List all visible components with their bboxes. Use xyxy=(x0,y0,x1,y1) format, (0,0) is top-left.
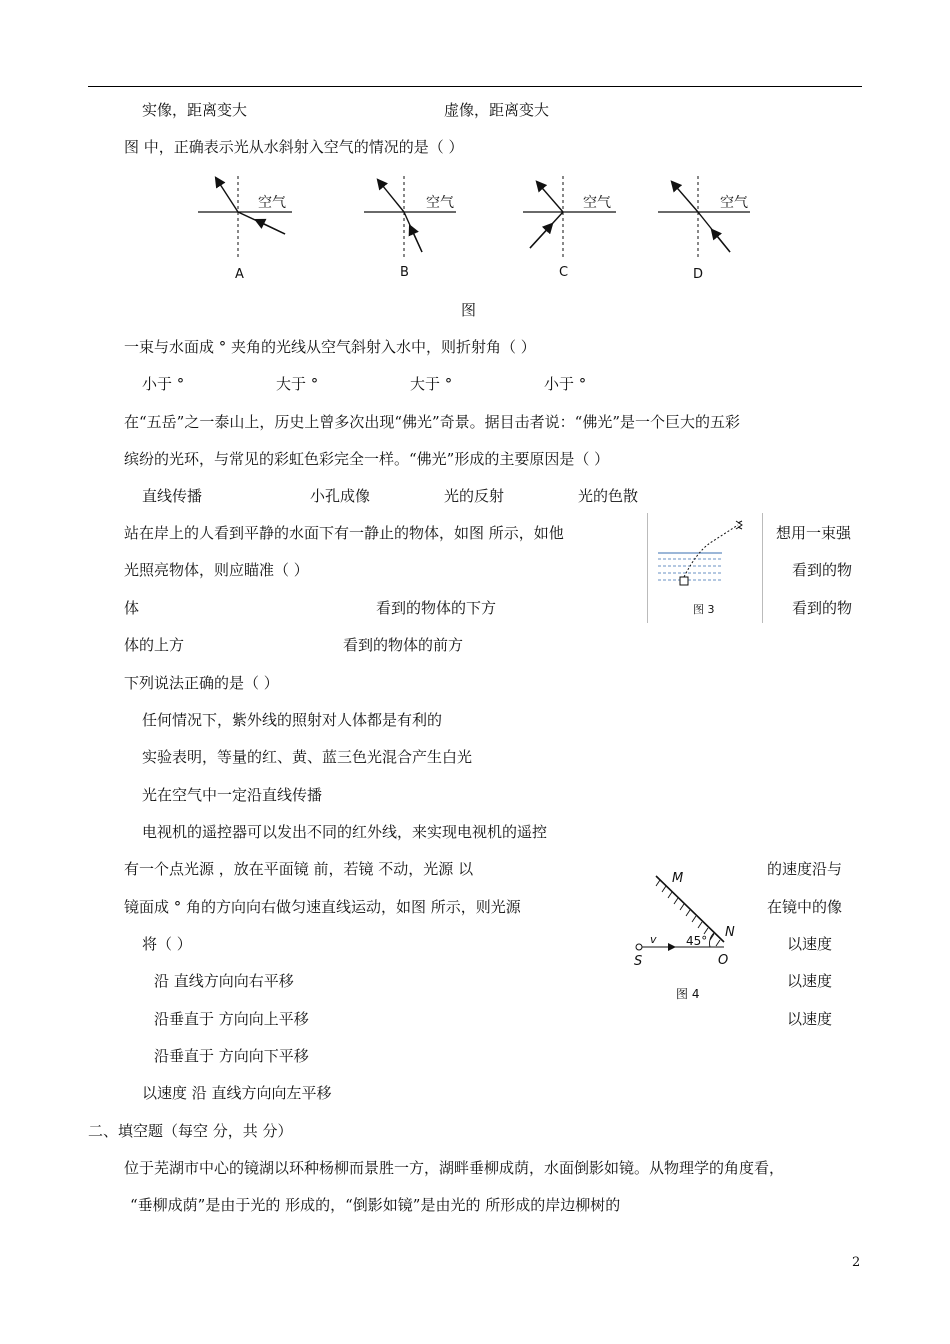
option-text: 沿 直线方向向右平移 xyxy=(154,972,294,990)
option-d-label: D xyxy=(693,267,704,282)
option-a-label: A xyxy=(235,267,244,282)
option-d-diagram xyxy=(658,176,750,282)
option-text: 以速度 沿 直线方向向左平移 xyxy=(142,1084,332,1102)
question-text: 想用一束强 xyxy=(776,524,852,542)
option-text: 以速度 xyxy=(787,1010,833,1028)
option-text: 任何情况下，紫外线的照射对人体都是有利的 xyxy=(142,711,443,729)
question-text: 在“五岳”之一泰山上，历史上曾多次出现“佛光”奇景。据目击者说：“佛光”是一个巨大的五彩 xyxy=(124,413,741,431)
option-c-diagram xyxy=(523,176,616,280)
option-text: 光的反射 xyxy=(444,487,505,505)
option-text: 沿垂直于 方向向下平移 xyxy=(154,1047,309,1065)
option-text: 看到的物 xyxy=(792,561,853,579)
option-text: 体 xyxy=(124,599,140,617)
question-text: 下列说法正确的是（ ） xyxy=(124,674,279,692)
option-text: 看到的物体的前方 xyxy=(343,636,464,654)
option-a-diagram xyxy=(198,176,292,282)
option-text: 以速度 xyxy=(787,935,833,953)
eye-icon xyxy=(736,521,742,529)
figure-4 xyxy=(628,866,748,1006)
header-rule xyxy=(88,86,862,87)
label-m: M xyxy=(672,871,684,886)
label-s: S xyxy=(634,954,643,969)
option-text: 大于 ° xyxy=(410,375,453,393)
label-n: N xyxy=(725,925,735,940)
option-text: 光在空气中一定沿直线传播 xyxy=(142,786,323,804)
question-text: 在镜中的像 xyxy=(767,898,843,916)
air-label: 空气 xyxy=(426,195,454,211)
option-text: 光的色散 xyxy=(578,487,639,505)
option-text: 小于 ° xyxy=(142,375,185,393)
figure-3 xyxy=(647,513,763,623)
option-b-label: B xyxy=(400,265,409,280)
label-v: v xyxy=(650,933,657,946)
air-label: 空气 xyxy=(583,195,611,211)
question-text: 将（ ） xyxy=(142,935,192,953)
option-text: 体的上方 xyxy=(124,636,185,654)
question-text: 缤纷的光环，与常见的彩虹色彩完全一样。“佛光”形成的主要原因是（ ） xyxy=(124,450,610,468)
option-text: 看到的物体的下方 xyxy=(376,599,497,617)
refraction-figure xyxy=(190,168,790,308)
option-text: 实像，距离变大 xyxy=(142,101,248,119)
option-text: 以速度 xyxy=(787,972,833,990)
question-text: 图 中，正确表示光从水斜射入空气的情况的是（ ） xyxy=(124,138,464,156)
figure-4-caption: 图 4 xyxy=(676,987,700,1001)
air-label: 空气 xyxy=(258,195,286,211)
figure-caption: 图 xyxy=(461,301,477,319)
option-text: 大于 ° xyxy=(276,375,319,393)
air-label: 空气 xyxy=(720,195,748,211)
option-text: 虚像，距离变大 xyxy=(444,101,550,119)
option-text: 看到的物 xyxy=(792,599,853,617)
angle-label: 45° xyxy=(686,934,708,948)
option-text: 小于 ° xyxy=(544,375,587,393)
option-text: 沿垂直于 方向向上平移 xyxy=(154,1010,309,1028)
mirror-diagram xyxy=(628,866,748,1006)
option-text: 小孔成像 xyxy=(310,487,371,505)
page-number: 2 xyxy=(852,1255,861,1270)
question-text: 一束与水面成 ° 夹角的光线从空气斜射入水中，则折射角（ ） xyxy=(124,338,536,356)
option-b-diagram xyxy=(364,176,456,280)
question-text: 光照亮物体，则应瞄准（ ） xyxy=(124,561,309,579)
question-text: 站在岸上的人看到平静的水面下有一静止的物体，如图 所示，如他 xyxy=(124,524,564,542)
question-text: 的速度沿与 xyxy=(767,860,843,878)
question-text: 镜面成 ° 角的方向向右做匀速直线运动，如图 所示，则光源 xyxy=(124,898,521,916)
option-text: 直线传播 xyxy=(142,487,203,505)
option-text: 实验表明，等量的红、黄、蓝三色光混合产生白光 xyxy=(142,748,473,766)
option-text: 电视机的遥控器可以发出不同的红外线，来实现电视机的遥控 xyxy=(142,823,548,841)
water-object-diagram xyxy=(648,513,762,623)
figure-3-caption: 图 3 xyxy=(693,603,715,616)
question-text: 有一个点光源 ，放在平面镜 前，若镜 不动，光源 以 xyxy=(124,860,474,878)
question-text: “垂柳成荫”是由于光的 形成的，“倒影如镜”是由光的 所形成的岸边柳树的 xyxy=(130,1196,621,1214)
label-o: O xyxy=(718,953,729,968)
section-heading: 二、填空题（每空 分，共 分） xyxy=(88,1122,293,1140)
option-c-label: C xyxy=(559,265,569,280)
question-text: 位于芜湖市中心的镜湖以环种杨柳而景胜一方，湖畔垂柳成荫，水面倒影如镜。从物理学的角度看， xyxy=(124,1159,785,1177)
